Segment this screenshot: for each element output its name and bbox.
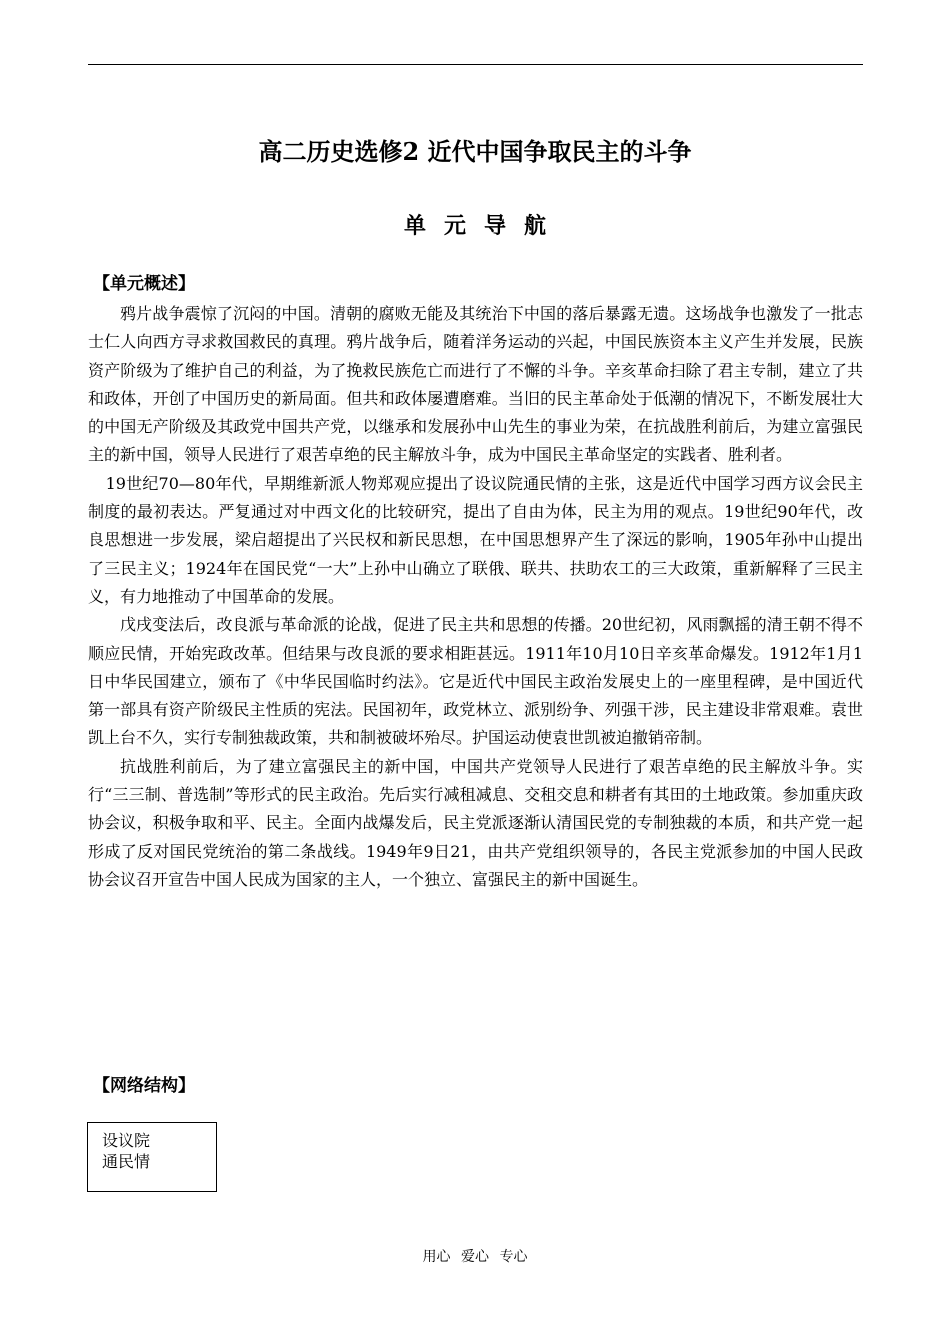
header-rule <box>88 64 863 65</box>
overview-body <box>88 300 863 894</box>
page-footer: 用心 爱心 专心 <box>422 1249 528 1265</box>
overview-heading: 【单元概述】 <box>93 274 195 294</box>
document-title: 高二历史选修2 近代中国争取民主的斗争 <box>258 137 692 166</box>
network-structure-heading: 【网络结构】 <box>93 1076 195 1096</box>
structure-box-line: 通民情 <box>102 1152 151 1171</box>
overview-paragraph: 戊戌变法后，改良派与革命派的论战，促进了民主共和思想的传播。20世纪初，风雨飘摇的清王朝不得不顺应民情，开始宪政改革。但结果与改良派的要求相距甚远。1911年10月10日辛亥革命爆发。1912年1月1日中华民国建立，颁布了《中华民国临时约法》。它是近代中国民主政治发展史上的一座里程碑，是中国近代第一部具有资产阶级民主性质的宪法。民国初年，政党林立、派别纷争、列强干涉，民主建设非常艰难。袁世凯上台不久，实行专制独裁政策，共和制被破坏殆尽。护国运动使袁世凯被迫撤销帝制。 <box>88 615 863 748</box>
unit-navigation-title: 单元导航 <box>403 213 564 239</box>
structure-box-parliament <box>87 1122 217 1192</box>
overview-paragraph: 鸦片战争震惊了沉闷的中国。清朝的腐败无能及其统治下中国的落后暴露无遗。这场战争也激发了一批志士仁人向西方寻求救国救民的真理。鸦片战争后，随着洋务运动的兴起，中国民族资本主义产生并发展，民族资产阶级为了维护自己的利益，为了挽救民族危亡而进行了不懈的斗争。辛亥革命扫除了君主专制，建立了共和政体，开创了中国历史的新局面。但共和政体屡遭磨难。当旧的民主革命处于低潮的情况下，不断发展壮大的中国无产阶级及其政党中国共产党，以继承和发展孙中山先生的事业为荣，在抗战胜利前后，为建立富强民主的新中国，领导人民进行了艰苦卓绝的民主解放斗争，成为中国民主革命坚定的实践者、胜利者。 <box>88 304 863 465</box>
structure-box-line: 设议院 <box>102 1131 151 1150</box>
overview-paragraph: 抗战胜利前后，为了建立富强民主的新中国，中国共产党领导人民进行了艰苦卓绝的民主解放斗争。实行“三三制、普选制”等形式的民主政治。先后实行减租减息、交租交息和耕者有其田的土地政策。参加重庆政协会议，积极争取和平、民主。全面内战爆发后，民主党派逐渐认清国民党的专制独裁的本质，和共产党一起形成了反对国民党统治的第二条战线。1949年9日21，由共产党组织领导的，各民主党派参加的中国人民政协会议召开宣告中国人民成为国家的主人，一个独立、富强民主的新中国诞生。 <box>88 756 863 889</box>
overview-paragraph: 19世纪70—80年代，早期维新派人物郑观应提出了设议院通民情的主张，这是近代中国学习西方议会民主制度的最初表达。严复通过对中西文化的比较研究，提出了自由为体，民主为用的观点。19世纪90年代，改良思想进一步发展，梁启超提出了兴民权和新民思想，在中国思想界产生了深远的影响，1905年孙中山提出了三民主义；1924年在国民党“一大”上孙中山确立了联俄、联共、扶助农工的三大政策，重新解释了三民主义，有力地推动了中国革命的发展。 <box>88 473 863 606</box>
